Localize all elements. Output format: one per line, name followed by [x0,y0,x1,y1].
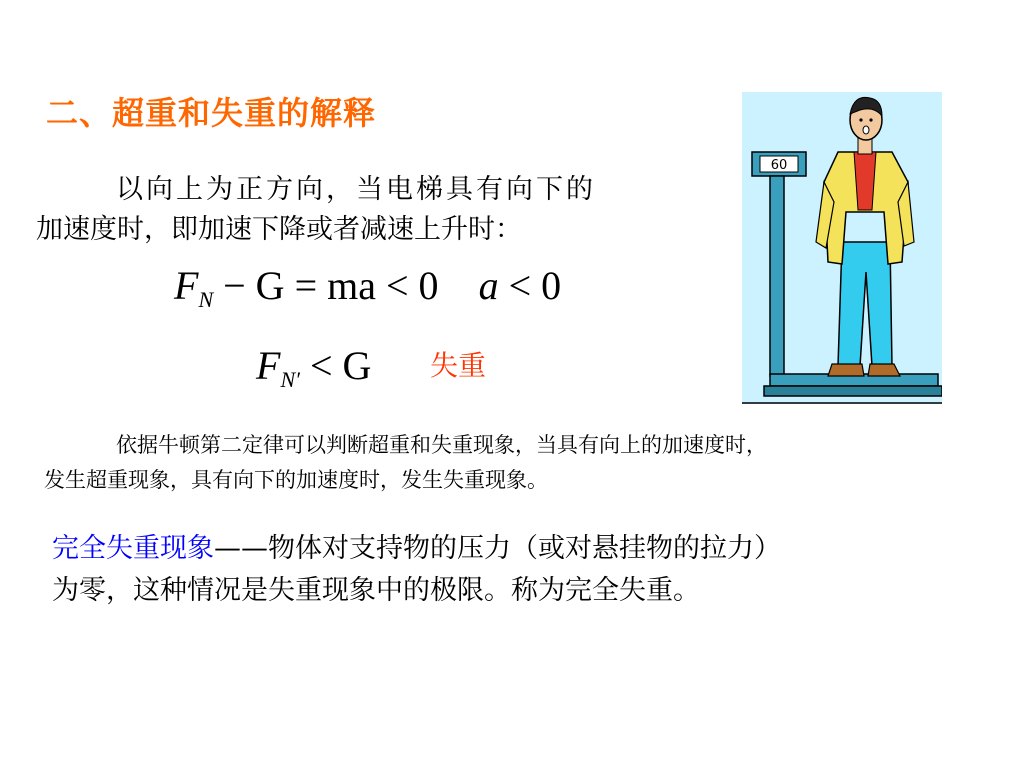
complete-line-1 [52,528,1002,570]
complete-line-2: 为零，这种情况是失重现象中的极限。称为完全失重。 [52,575,700,606]
complete-line-1-rest: ——物体对支持物的压力（或对悬挂物的拉力） [214,533,781,564]
explanation-line-2: 发生超重现象，具有向下的加速度时，发生失重现象。 [44,468,548,492]
eq1-force-symbol: F [174,263,199,308]
eq2-rest: < G [299,343,372,388]
complete-weightlessness-term: 完全失重现象 [52,533,214,564]
intro-line-1: 以向上为正方向，当电梯具有向下的 [116,174,596,205]
scale-reading: 60 [770,158,788,173]
eq1-force-subscript: N [198,287,214,312]
intro-line-2: 加速度时，即加速下降或者减速上升时： [36,214,522,245]
explanation-paragraph [44,428,1004,498]
eq1-rest: − G = ma < 0 [213,263,439,308]
eq1-accel-symbol: a [478,263,499,308]
equation-apparent-weight [256,342,371,393]
eq2-force-subscript: N′ [280,367,300,392]
eq1-accel-condition: < 0 [498,263,562,308]
weightlessness-label: 失重 [430,349,487,382]
person-on-scale-illustration [742,92,942,404]
intro-paragraph [36,170,736,250]
complete-weightlessness-paragraph [52,528,1002,612]
slide-title: 二、超重和失重的解释 [46,94,377,132]
eq2-force-symbol: F [256,343,281,388]
explanation-line-1: 依据牛顿第二定律可以判断超重和失重现象，当具有向上的加速度时， [116,433,767,457]
equation-newton-second-law [174,262,561,313]
